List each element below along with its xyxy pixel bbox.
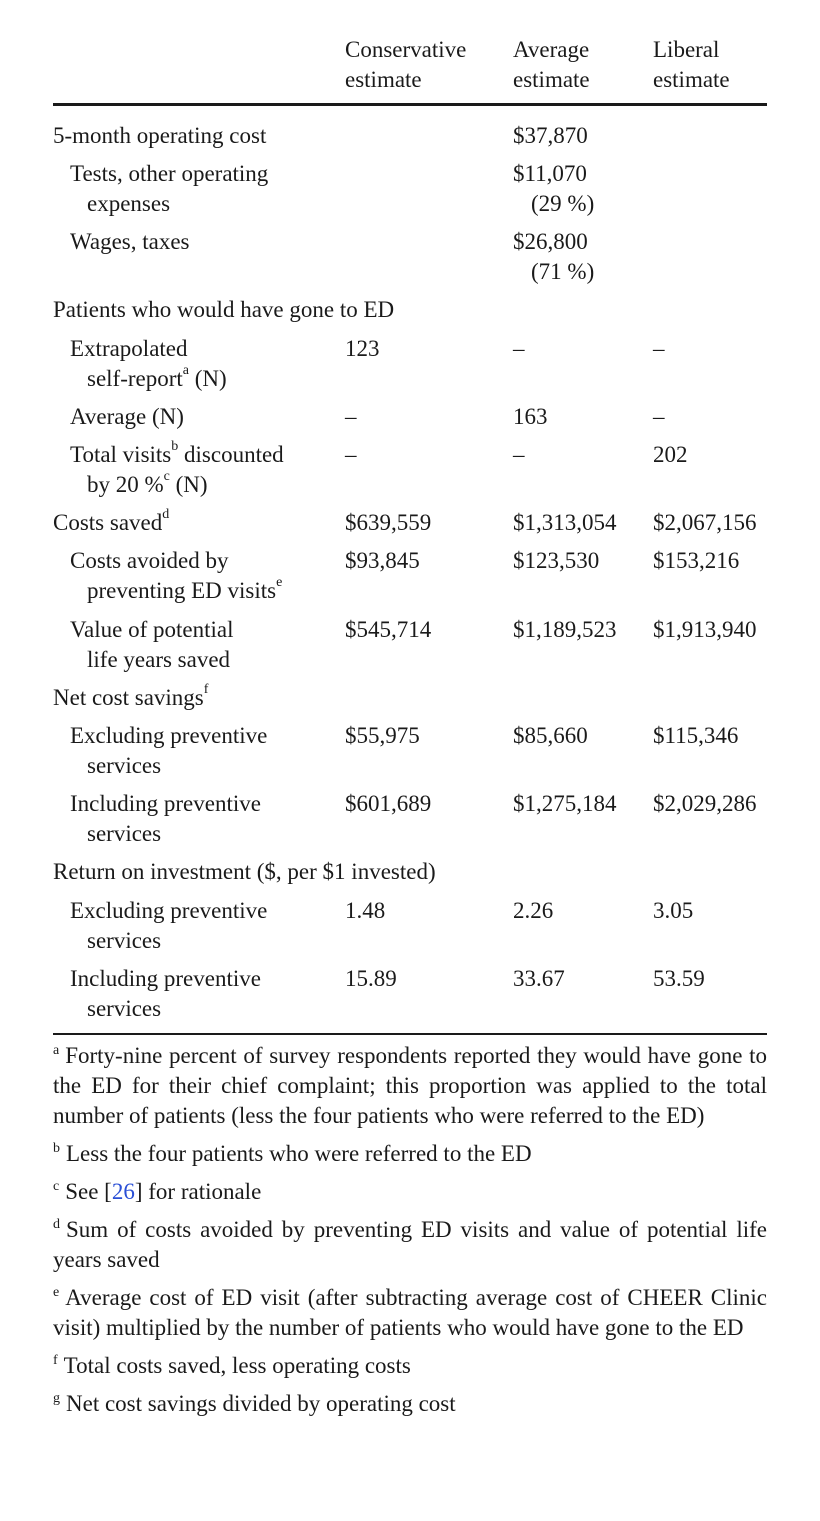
row-label: Tests, other operating <box>70 161 269 186</box>
footnote-f: $^f$ Total costs saved, less operating costs <box>53 1353 411 1378</box>
cell-conservative: $93,845 <box>345 548 420 573</box>
row-label: Extrapolated <box>70 336 188 361</box>
table-footnotes <box>53 1033 767 1427</box>
cell-liberal: – <box>653 404 665 429</box>
cell-liberal: $1,913,940 <box>653 617 757 642</box>
row-label: Including preventive <box>70 791 261 816</box>
footnote-g: $^g$ Net cost savings divided by operating cost <box>53 1391 456 1416</box>
cell-average: $123,530 <box>513 548 600 573</box>
cell-liberal: $115,346 <box>653 723 739 748</box>
cell-conservative: 123 <box>345 336 380 361</box>
cell-average: $11,070 (29 %) <box>513 161 595 216</box>
cell-conservative: 1.48 <box>345 898 386 923</box>
cell-liberal: $2,067,156 <box>653 510 757 535</box>
cell-liberal: 53.59 <box>653 966 705 991</box>
cell-average: $85,660 <box>513 723 588 748</box>
footnote-e: $^e$ Average cost of ED visit (after subtracting average cost of CHEER Clinic visit) multiplied by the number of patients who would have gone to the ED <box>53 1285 767 1340</box>
cost-table <box>53 0 767 1416</box>
cell-conservative: – <box>345 404 357 429</box>
cell-average: 2.26 <box>513 898 554 923</box>
cell-conservative: 15.89 <box>345 966 397 991</box>
table-body <box>53 106 767 1034</box>
cell-conservative: $55,975 <box>345 723 420 748</box>
row-label: Costs avoided by <box>70 548 229 573</box>
row-label: 5-month operating cost <box>53 123 267 148</box>
cell-average: $1,313,054 <box>513 510 617 535</box>
cell-average: $1,189,523 <box>513 617 617 642</box>
footnote-a: $^a$ Forty-nine percent of survey respondents reported they would have gone to the ED for their chief complaint; this proportion was applied to the total number of patients (less the four patients who were referred to the ED) <box>53 1043 767 1128</box>
row-label: Net cost savings$^f$ <box>53 682 209 710</box>
row-label: Value of potential <box>70 617 234 642</box>
cell-liberal: 3.05 <box>653 898 694 923</box>
row-label-cont: life years saved <box>87 647 231 672</box>
cell-liberal: $2,029,286 <box>653 791 757 816</box>
cell-conservative: $601,689 <box>345 791 432 816</box>
row-label-cont: services <box>87 996 162 1021</box>
row-label: Return on investment ($, per $1 invested) <box>53 859 436 884</box>
cell-conservative: – <box>345 442 357 467</box>
footnote-b: $^b$ Less the four patients who were referred to the ED <box>53 1141 532 1166</box>
cell-average: $26,800 (71 %) <box>513 229 595 284</box>
header-average: Average estimate <box>513 37 590 92</box>
row-label: Wages, taxes <box>70 229 190 254</box>
cell-liberal: 202 <box>653 442 688 467</box>
cell-conservative: $639,559 <box>345 510 432 535</box>
citation-link[interactable]: 26 <box>111 1179 135 1204</box>
cell-average: $1,275,184 <box>513 791 617 816</box>
cell-liberal: – <box>653 336 665 361</box>
header-conservative: Conservative estimate <box>345 37 467 92</box>
row-label: Average (N) <box>70 404 184 429</box>
row-label-cont: services <box>87 753 162 778</box>
row-label: Including preventive <box>70 966 261 991</box>
row-label-cont: services <box>87 821 162 846</box>
table-header <box>53 0 767 106</box>
footnote-d: $^d$ Sum of costs avoided by preventing ED visits and value of potential life years saved <box>53 1217 767 1272</box>
row-label: Total visits$^b$ discounted <box>70 439 284 467</box>
row-label-cont: by 20 %$^c$ (N) <box>87 469 208 497</box>
cell-conservative: $545,714 <box>345 617 432 642</box>
cell-average: $37,870 <box>513 123 588 148</box>
cell-average: – <box>513 442 525 467</box>
row-label-cont: expenses <box>87 191 171 216</box>
row-label: Excluding preventive <box>70 723 268 748</box>
footnote-c: $^c$ See [26] for rationale <box>53 1179 262 1204</box>
cell-average: 163 <box>513 404 548 429</box>
row-label-cont: preventing ED visits$^e$ <box>87 575 283 603</box>
row-label-cont: services <box>87 928 162 953</box>
cell-average: 33.67 <box>513 966 565 991</box>
row-label: Excluding preventive <box>70 898 268 923</box>
row-label: Patients who would have gone to ED <box>53 297 395 322</box>
cell-liberal: $153,216 <box>653 548 740 573</box>
row-label-cont: self-report$^a$ (N) <box>87 363 227 391</box>
row-label: Costs saved$^d$ <box>53 507 170 535</box>
cell-average: – <box>513 336 525 361</box>
header-liberal: Liberal estimate <box>653 37 730 92</box>
